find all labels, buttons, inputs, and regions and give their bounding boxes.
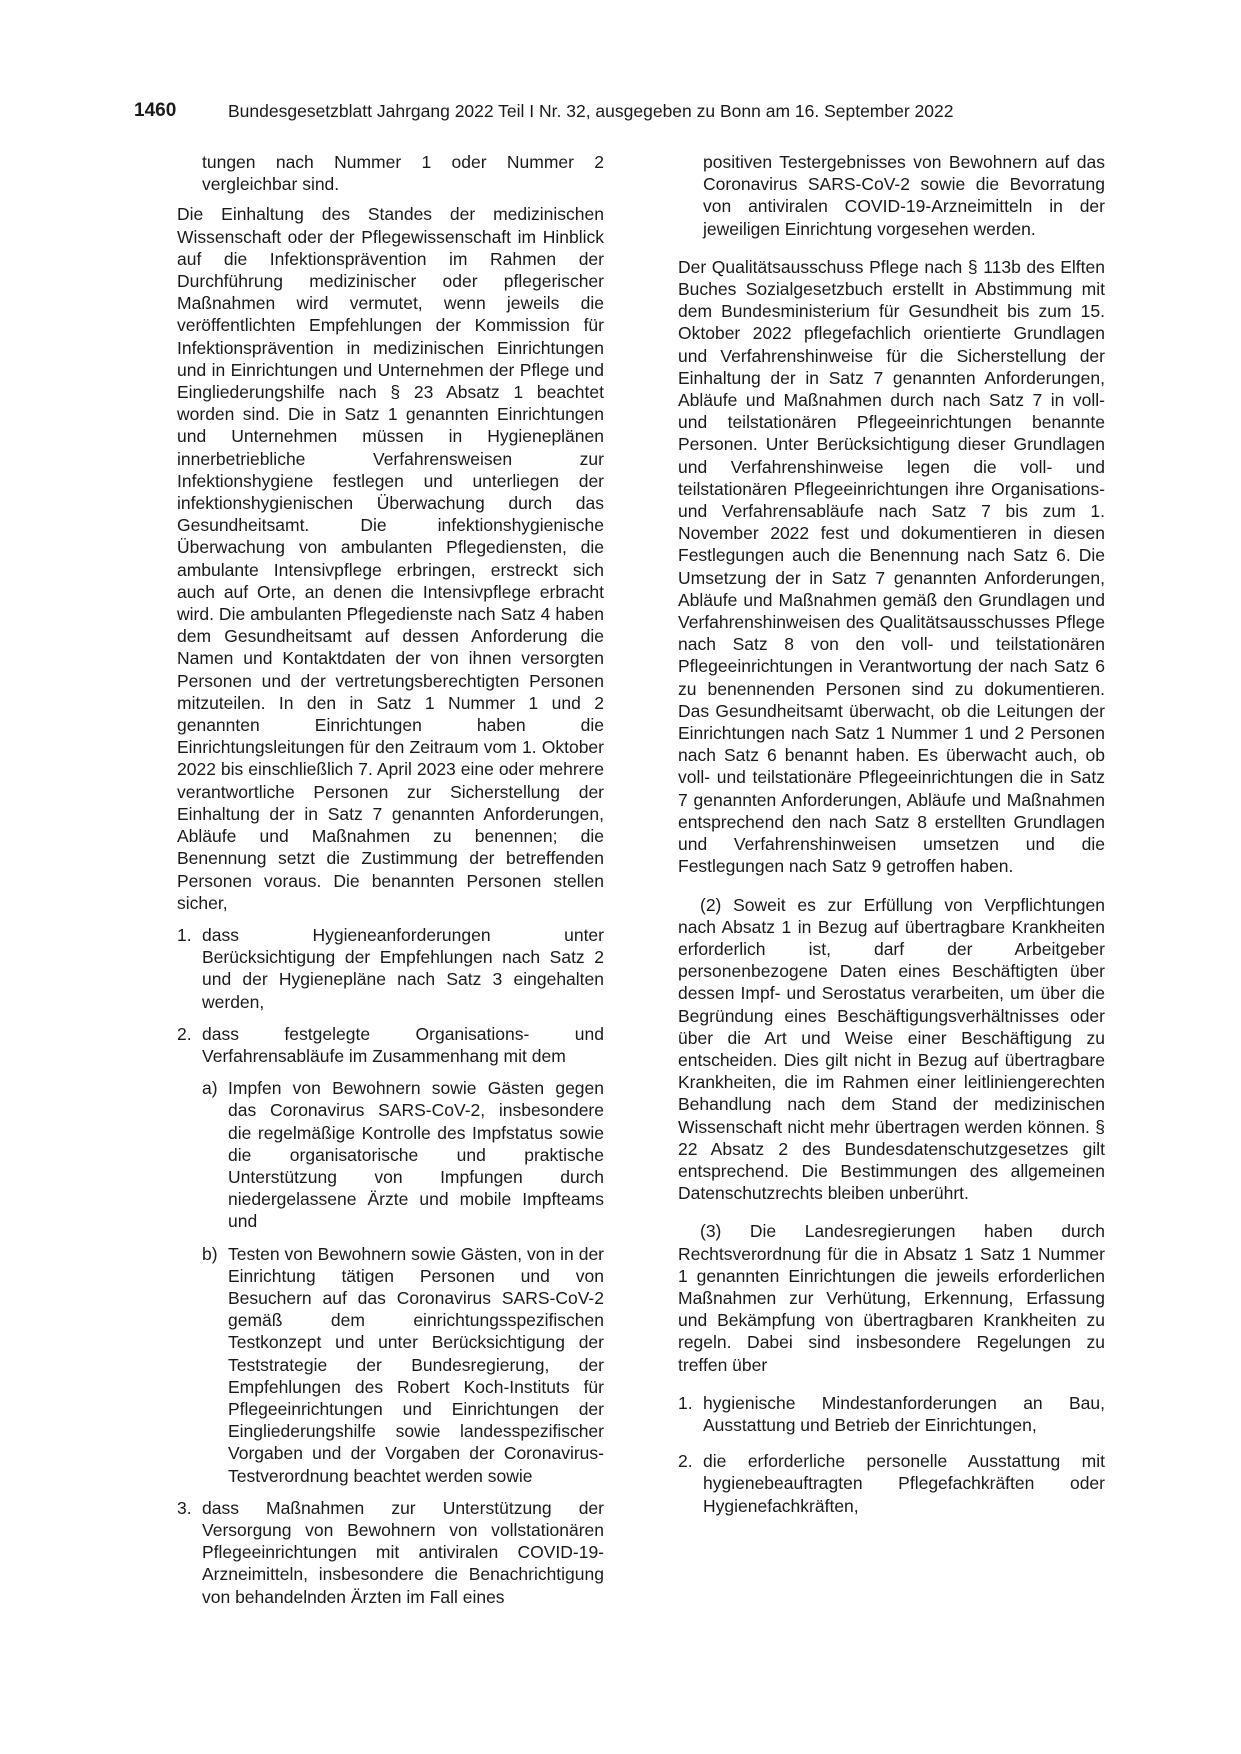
paragraph: (3) Die Landesregierungen haben durch Rechtsverordnung für die in Absatz 1 Satz 1 Nummer 1 genannten Einrichtungen die jeweils erforderlichen Maßnahmen zur Verhütung, Erkennung, Erfassung und Bekämpfung von übertragbaren Krankheiten zu regeln. Dabei sind insbesondere Regelungen zu treffen über bbox=[678, 1221, 1105, 1375]
list-item-text: hygienische Mindestanforderungen an Bau, Ausstattung und Betrieb der Einrichtungen, bbox=[703, 1392, 1105, 1435]
sub-list-item bbox=[202, 1243, 604, 1487]
list-marker: 2. bbox=[177, 1023, 192, 1044]
list-marker: 1. bbox=[177, 924, 192, 945]
list-item bbox=[678, 1392, 1105, 1436]
list-marker: 2. bbox=[678, 1451, 693, 1472]
left-column bbox=[177, 151, 604, 1618]
sub-list-item bbox=[202, 1077, 604, 1232]
right-column bbox=[678, 151, 1105, 1527]
sub-list-item-text: Testen von Bewohnern sowie Gästen, von in der Einrichtung tätigen Personen und von Besuchern auf das Coronavirus SARS-CoV-2 gemäß dem einrichtungsspezifischen Testkonzept und unter Berücksichtigung der Teststrategie der Bundesregierung, der Empfehlungen des Robert Koch-Instituts für Pflegeeinrichtungen und Einrichtungen der Eingliederungshilfe sowie landesspezifischer Vorgaben und der Vorgaben der Coronavirus-Testverordnung beachtet werden sowie bbox=[228, 1243, 604, 1486]
list-item bbox=[177, 1497, 604, 1608]
list-item-text: dass festgelegte Organisations- und Verfahrensabläufe im Zusammenhang mit dem bbox=[202, 1023, 604, 1066]
list-item bbox=[177, 1023, 604, 1067]
list-marker: 3. bbox=[177, 1497, 192, 1518]
list-item-text: dass Maßnahmen zur Unterstützung der Versorgung von Bewohnern von vollstationären Pflegeeinrichtungen mit antiviralen COVID-19-Arzneimitteln, insbesondere die Benachrichtigung von behandelnden Ärzten im Fall eines bbox=[202, 1497, 604, 1607]
list-item bbox=[678, 1450, 1105, 1517]
continuation-text: positiven Testergebnisses von Bewohnern auf das Coronavirus SARS-CoV-2 sowie die Bevorratung von antiviralen COVID-19-Arzneimitteln in der jeweiligen Einrichtung vorgesehen werden. bbox=[703, 152, 1105, 239]
sub-list-marker: b) bbox=[202, 1243, 218, 1264]
list-item bbox=[177, 924, 604, 1013]
paragraph: Der Qualitätsausschuss Pflege nach § 113b des Elften Buches Sozialgesetzbuch erstellt in Abstimmung mit dem Bundesministerium für Gesundheit bis zum 15. Oktober 2022 pflegefachlich orientierte Grundlagen und Verfahrenshinweise für die Sicherstellung der Einhaltung der in Satz 7 genannten Anforderungen, Abläufe und Maßnahmen durch nach Satz 7 in voll- und teilstationären Pflegeeinrichtungen benannte Personen. Unter Berücksichtigung dieser Grundlagen und Verfahrenshinweise legen die voll- und teilstationären Pflegeeinrichtungen ihre Organisations- und Verfahrensabläufe nach Satz 7 bis zum 1. November 2022 fest und dokumentieren in diesen Festlegungen auch die Benennung nach Satz 6. Die Umsetzung der in Satz 7 genannten Anforderungen, Abläufe und Maßnahmen gemäß den Grundlagen und Verfahrenshinweisen des Qualitätsausschusses Pflege nach Satz 8 von den voll- und teilstationären Pflegeeinrichtungen in Verantwortung der nach Satz 6 zu benennenden Personen sind zu dokumentieren. Das Gesundheitsamt überwacht, ob die Leitungen der Einrichtungen nach Satz 1 Nummer 1 und 2 Personen nach Satz 6 benannt haben. Es überwacht auch, ob voll- und teilstationäre Pflegeeinrichtungen die in Satz 7 genannten Anforderungen, Abläufe und Maßnahmen entsprechend den nach Satz 8 erstellten Grundlagen und Verfahrenshinweisen umsetzen und die Festlegungen nach Satz 9 getroffen haben. bbox=[678, 256, 1105, 877]
page-header bbox=[134, 98, 1114, 128]
sub-list-marker: a) bbox=[202, 1078, 218, 1099]
list-item-text: die erforderliche personelle Ausstattung mit hygienebeauftragten Pflegefachkräften oder Hygienefachkräften, bbox=[703, 1451, 1105, 1516]
page-number: 1460 bbox=[134, 100, 177, 121]
paragraph: (2) Soweit es zur Erfüllung von Verpflichtungen nach Absatz 1 in Bezug auf übertragbare Krankheiten erforderlich ist, darf der Arbeitgeber personenbezogene Daten eines Beschäftigten über dessen Impf- und Serostatus verarbeiten, um über die Begründung eines Beschäftigungsverhältnisses oder über die Art und Weise einer Beschäftigung zu entscheiden. Dies gilt nicht in Bezug auf übertragbare Krankheiten, die im Rahmen einer leitliniengerechten Behandlung nach dem Stand der medizinischen Wissenschaft nicht mehr übertragen werden können. § 22 Absatz 2 des Bundesdatenschutzgesetzes gilt entsprechend. Die Bestimmungen des allgemeinen Datenschutzrechts bleiben unberührt. bbox=[678, 894, 1105, 1204]
list-marker: 1. bbox=[678, 1392, 693, 1413]
paragraph: Die Einhaltung des Standes der medizinischen Wissenschaft oder der Pflegewissenschaft im Hinblick auf die Infektionsprävention im Rahmen der Durchführung medizinischer oder pflegerischer Maßnahmen wird vermutet, wenn jeweils die veröffentlichten Empfehlungen der Kommission für Infektionsprävention in medizinischen Einrichtungen und in Einrichtungen und Unternehmen der Pflege und Eingliederungshilfe nach § 23 Absatz 1 beachtet worden sind. Die in Satz 1 genannten Einrichtungen und Unternehmen müssen in Hygieneplänen innerbetriebliche Verfahrensweisen zur Infektionshygiene festlegen und unterliegen der infektionshygienischen Überwachung durch das Gesundheitsamt. Die infektionshygienische Überwachung von ambulanten Pflegediensten, die ambulante Intensivpflege erbringen, erstreckt sich auch auf Orte, an denen die Intensivpflege erbracht wird. Die ambulanten Pflegedienste nach Satz 4 haben dem Gesundheitsamt auf dessen Anforderung die Namen und Kontaktdaten der von ihnen versorgten Personen und der vertretungsberechtigten Personen mitzuteilen. In den in Satz 1 Nummer 1 und 2 genannten Einrichtungen haben die Einrichtungsleitungen für den Zeitraum vom 1. Oktober 2022 bis einschließlich 7. April 2023 eine oder mehrere verantwortliche Personen zur Sicherstellung der Einhaltung der in Satz 7 genannten Anforderungen, Abläufe und Maßnahmen zu benennen; die Benennung setzt die Zustimmung der betreffenden Personen voraus. Die benannten Personen stellen sicher, bbox=[177, 204, 604, 913]
list-item-text: dass Hygieneanforderungen unter Berücksichtigung der Empfehlungen nach Satz 2 und der Hygienepläne nach Satz 3 eingehalten werden, bbox=[202, 924, 604, 1012]
running-head: Bundesgesetzblatt Jahrgang 2022 Teil I Nr. 32, ausgegeben zu Bonn am 16. September 2022 bbox=[228, 101, 954, 121]
continuation-text: tungen nach Nummer 1 oder Nummer 2 vergleichbar sind. bbox=[202, 152, 604, 195]
sub-list-item-text: Impfen von Bewohnern sowie Gästen gegen das Coronavirus SARS-CoV-2, insbesondere die regelmäßige Kontrolle des Impfstatus sowie die organisatorische und praktische Unterstützung von Impfungen durch niedergelassene Ärzte und mobile Impfteams und bbox=[228, 1078, 604, 1232]
